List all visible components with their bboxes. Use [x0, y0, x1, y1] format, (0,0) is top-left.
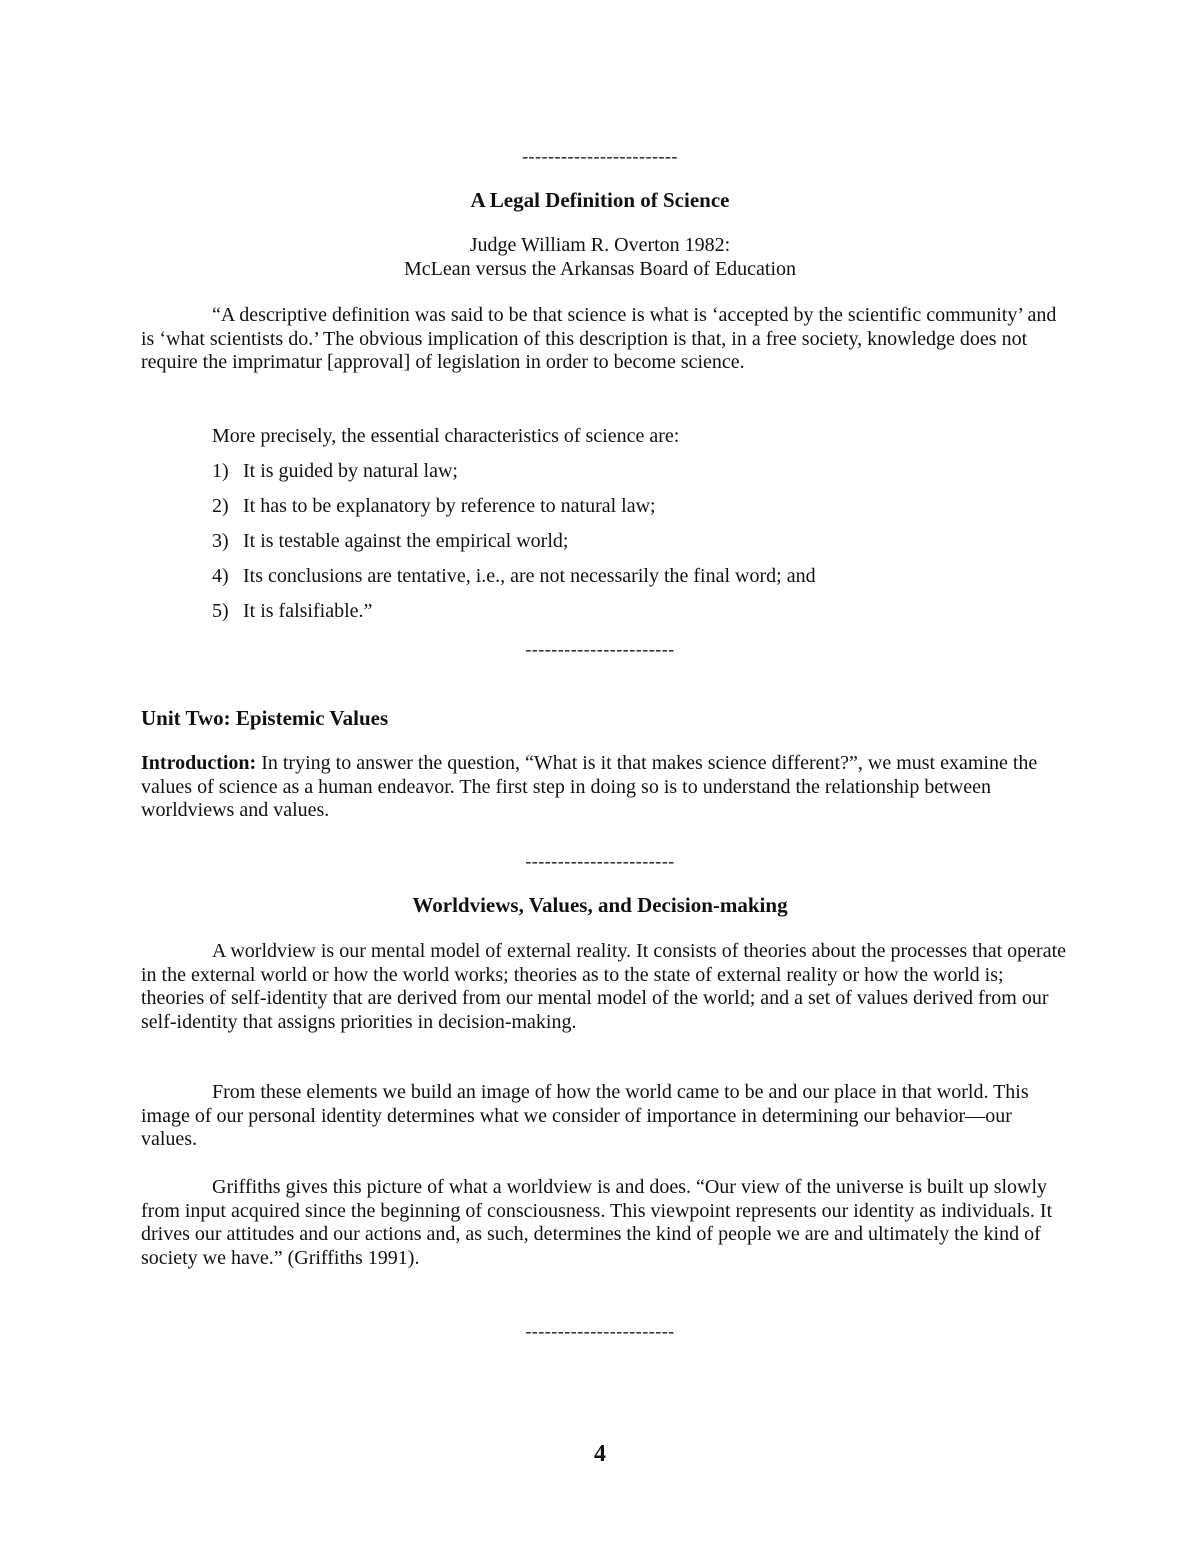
unit-two-intro-paragraph [141, 752, 1066, 823]
legal-quote-paragraph: “A descriptive definition was said to be that science is what is ‘accepted by the scientific community’ and is ‘what scientists do.’ The obvious implication of this description is that, in a free society, knowledge does not require the imprimatur [approval] of legislation in order to become science. [141, 304, 1057, 373]
list-text: It has to be explanatory by reference to natural law; [243, 495, 656, 517]
list-text: It is falsifiable.” [243, 600, 373, 622]
list-item [212, 529, 568, 553]
separator-line: ----------------------- [525, 639, 675, 659]
list-text: It is testable against the empirical world; [243, 530, 569, 552]
separator-line: ------------------------ [522, 146, 678, 166]
page-number: 4 [594, 1441, 606, 1467]
separator-line: ----------------------- [525, 1321, 675, 1341]
intro-label: Introduction: [141, 752, 257, 774]
list-number: 5) [212, 600, 229, 622]
characteristics-intro: More precisely, the essential characteristics of science are: [212, 425, 680, 447]
separator-line: ----------------------- [525, 851, 675, 871]
byline-case: McLean versus the Arkansas Board of Education [403, 258, 797, 280]
worldviews-title: Worldviews, Values, and Decision-making [412, 893, 788, 917]
list-number: 4) [212, 565, 229, 587]
worldview-paragraph-2: From these elements we build an image of how the world came to be and our place in that world. This image of our personal identity determines what we consider of importance in determining our behavior—our values. [141, 1081, 1029, 1150]
list-text: Its conclusions are tentative, i.e., are not necessarily the final word; and [243, 565, 816, 587]
list-item [212, 459, 458, 483]
list-number: 2) [212, 495, 229, 517]
list-item [212, 599, 372, 623]
unit-two-heading: Unit Two: Epistemic Values [141, 706, 389, 730]
worldview-paragraph-3: Griffiths gives this picture of what a worldview is and does. “Our view of the universe is built up slowly from input acquired since the beginning of consciousness. This viewpoint represents our identity as individuals. It drives our attitudes and our actions and, as such, determines the kind of people we are and ultimately the kind of society we have.” (Griffiths 1991). [141, 1176, 1053, 1269]
list-number: 1) [212, 460, 229, 482]
legal-definition-title: A Legal Definition of Science [470, 188, 730, 212]
list-number: 3) [212, 530, 229, 552]
list-text: It is guided by natural law; [243, 460, 458, 482]
worldview-paragraph-1: A worldview is our mental model of external reality. It consists of theories about the processes that operate in the external world or how the world works; theories as to the state of external reality or how the world is; theories of self-identity that are derived from our mental model of the world; and a set of values derived from our self-identity that assigns priorities in decision-making. [141, 940, 1067, 1033]
list-item [212, 494, 656, 518]
byline-judge: Judge William R. Overton 1982: [469, 234, 731, 256]
list-item [212, 564, 816, 588]
intro-text: In trying to answer the question, “What is it that makes science different?”, we must examine the values of science as a human endeavor. The first step in doing so is to understand the relationship between worldviews and values. [141, 752, 1038, 821]
